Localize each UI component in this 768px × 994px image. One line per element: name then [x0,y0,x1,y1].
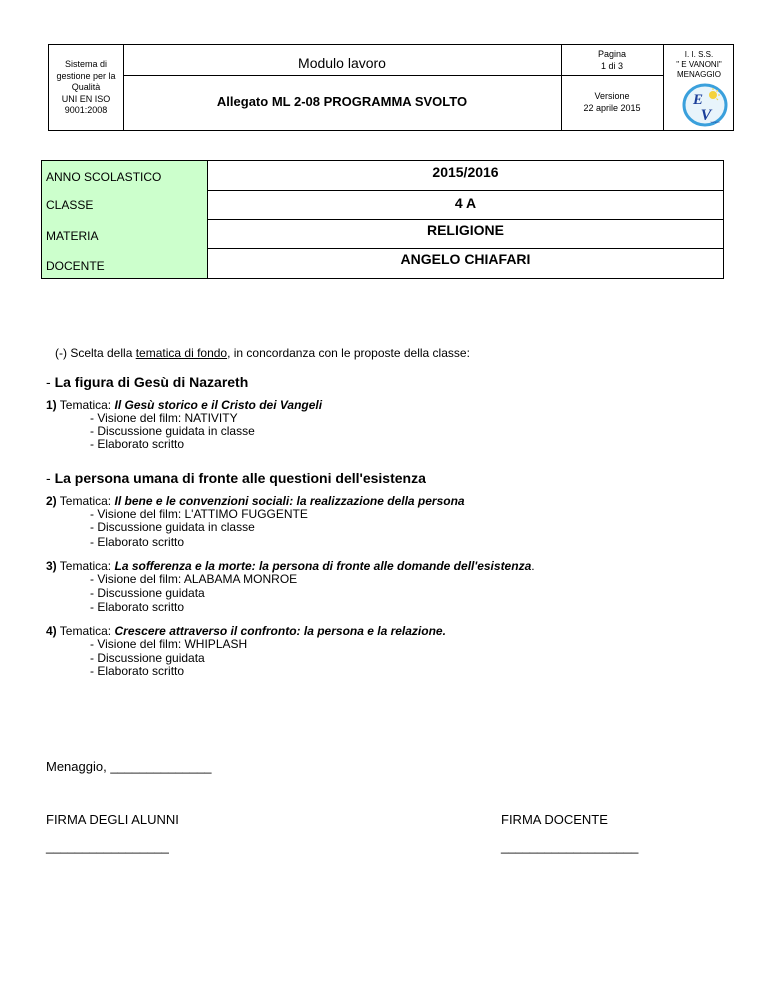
teacher-signature-label: FIRMA DOCENTE [501,812,608,827]
topic-heading: 2) Tematica: Il bene e le convenzioni sociali: la realizzazione della persona [46,494,465,508]
section-title: - La persona umana di fronte alle questioni dell'esistenza [46,470,426,486]
page-info: Pagina 1 di 3 [597,49,627,71]
place-date-line: Menaggio, ______________ [46,759,212,774]
topic-item: - Visione del film: L'ATTIMO FUGGENTE [90,507,308,521]
teacher-label: DOCENTE [46,259,105,273]
topic-heading: 3) Tematica: La sofferenza e la morte: la persona di fronte alle domande dell'esistenza. [46,559,535,573]
topic-item: - Elaborato scritto [90,437,185,451]
class-label: CLASSE [46,198,94,212]
version-info: Versione 22 aprile 2015 [583,91,641,113]
school-logo [680,83,730,127]
topic-item: - Discussione guidata [90,586,205,600]
document-header [48,44,734,131]
subject-value: RELIGIONE [426,222,504,238]
quality-system-label: Sistema di gestione per la Qualità UNI EN ISO 9001:2008 [56,59,116,115]
module-label: Modulo lavoro [298,55,386,71]
school-year-label: ANNO SCOLASTICO [46,170,162,184]
topic-heading: 1) Tematica: Il Gesù storico e il Cristo dei Vangeli [46,398,323,412]
class-value: 4 A [454,195,477,211]
school-name: I. I. S.S. " E VANONI" MENAGGIO [676,50,722,79]
topic-item: - Discussione guidata [90,651,205,665]
students-signature-line: _________________ [46,839,169,854]
document-title: Allegato ML 2-08 PROGRAMMA SVOLTO [216,94,468,109]
topic-heading: 4) Tematica: Crescere attraverso il confronto: la persona e la relazione. [46,624,446,638]
topic-item: - Elaborato scritto [90,535,185,549]
topic-item: - Elaborato scritto [90,600,185,614]
topic-item: - Elaborato scritto [90,664,185,678]
topic-item: - Visione del film: NATIVITY [90,411,238,425]
svg-text:E: E [692,92,704,108]
section-title: - La figura di Gesù di Nazareth [46,374,249,390]
topic-item: - Visione del film: ALABAMA MONROE [90,572,298,586]
topic-item: - Discussione guidata in classe [90,424,255,438]
school-year-value: 2015/2016 [432,164,499,180]
class-info-table [41,160,724,279]
topic-item: - Discussione guidata in classe [90,520,255,534]
teacher-value: ANGELO CHIAFARI [400,251,531,267]
students-signature-label: FIRMA DEGLI ALUNNI [46,812,179,827]
topic-item: - Visione del film: WHIPLASH [90,637,248,651]
subject-label: MATERIA [46,229,99,243]
intro-text: (-) Scelta della tematica di fondo, in concordanza con le proposte della classe: [55,346,470,360]
svg-text:V: V [700,107,712,124]
svg-text:vanoni: vanoni [710,120,720,124]
teacher-signature-line: ___________________ [501,839,639,854]
